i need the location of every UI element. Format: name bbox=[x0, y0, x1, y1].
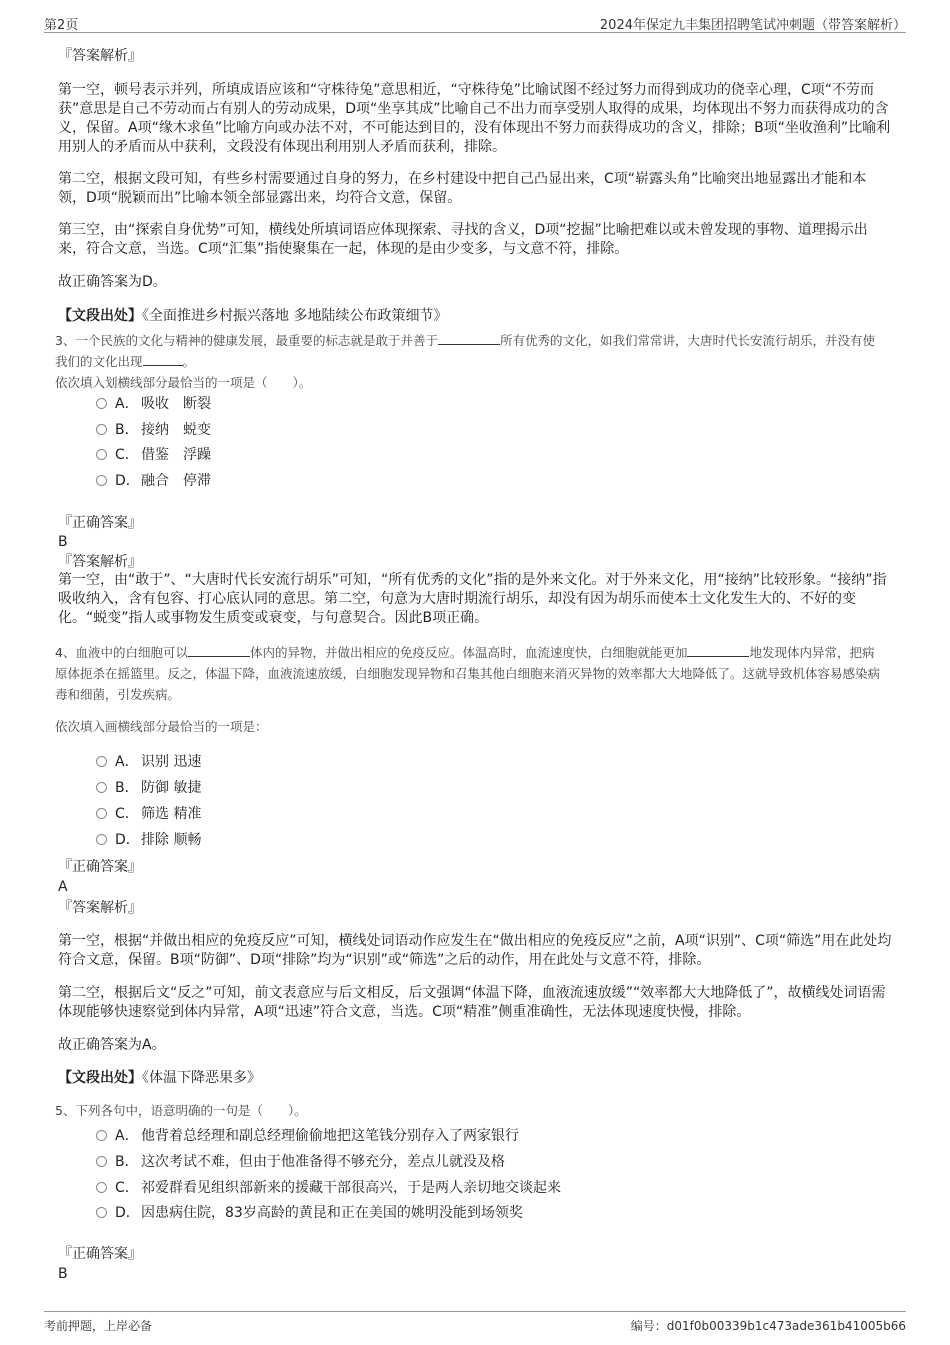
radio-icon[interactable] bbox=[96, 782, 107, 793]
option-text: 识别 迅速 bbox=[141, 754, 202, 770]
radio-icon[interactable] bbox=[96, 449, 107, 460]
q4-analysis-tag: 『答案解析』 bbox=[58, 900, 142, 916]
q5-option-a[interactable] bbox=[96, 1126, 519, 1146]
radio-icon[interactable] bbox=[96, 834, 107, 845]
option-key: D． bbox=[115, 473, 140, 489]
footer-slogan: 考前押题，上岸必备 bbox=[44, 1319, 153, 1333]
q3-stem bbox=[55, 330, 885, 372]
option-text: 吸收 断裂 bbox=[141, 396, 211, 412]
radio-icon[interactable] bbox=[96, 808, 107, 819]
q4-analysis-para2: 第二空，根据后文“反之”可知，前文表意应与后文相反，后文强调“体温下降，血液流速放缓”“效率都大大地降低了”，故横线处词语需体现能够快速察觉到体内异常，A项“迅速”符合文意，当选。C项“精准”侧重准确性，无法体现速度快慢，排除。 bbox=[58, 985, 886, 1020]
option-key: B． bbox=[115, 422, 139, 438]
q3-instruction: 依次填入划横线部分最恰当的一项是（ ）。 bbox=[55, 375, 312, 390]
option-text: 借鉴 浮躁 bbox=[141, 447, 211, 463]
q2-analysis-para2: 第二空，根据文段可知，有些乡村需要通过自身的努力，在乡村建设中把自己凸显出来，C项“崭露头角”比喻突出地显露出才能和本领，D项“脱颖而出”比喻本领全部显露出来，均符合文意，保留。 bbox=[58, 171, 867, 206]
q4-answer-tag: 『正确答案』 bbox=[58, 859, 142, 875]
q4-source-tag: 【文段出处】 bbox=[58, 1070, 142, 1086]
q3-analysis: 第一空，由“敢于”、“大唐时代长安流行胡乐”可知，“所有优秀的文化”指的是外来文化。对于外来文化，用“接纳”比较形象。“接纳”指吸收纳入，含有包容、打心底认同的意思。第二空，句意为大唐时期流行胡乐，却没有因为胡乐而使本土文化发生大的、不好的变化。“蜕变”指人或事物发生质变或衰变，与句意契合。因此B项正确。 bbox=[58, 572, 887, 626]
option-text: 接纳 蜕变 bbox=[141, 422, 211, 438]
q5-answer: B bbox=[58, 1266, 68, 1282]
option-text: 融合 停滞 bbox=[141, 473, 211, 489]
q4-stem bbox=[55, 642, 885, 705]
option-key: A． bbox=[115, 1128, 139, 1144]
option-text: 他背着总经理和副总经理偷偷地把这笔钱分别存入了两家银行 bbox=[141, 1128, 519, 1144]
option-key: A． bbox=[115, 396, 139, 412]
q4-stem-part2: 体内的异物，并做出相应的免疫反应。体温高时，血流速度快，白细胞就能更加 bbox=[249, 645, 688, 660]
q4-blank-1 bbox=[188, 643, 250, 657]
radio-icon[interactable] bbox=[96, 1207, 107, 1218]
page-header bbox=[44, 10, 906, 33]
q2-source bbox=[58, 307, 892, 326]
option-key: C． bbox=[115, 806, 139, 822]
q4-stem-part1: 4、血液中的白细胞可以 bbox=[55, 645, 188, 660]
q3-blank-1 bbox=[438, 331, 500, 345]
q3-option-b[interactable] bbox=[96, 420, 211, 440]
q4-analysis-para1: 第一空，根据“并做出相应的免疫反应”可知，横线处词语动作应发生在“做出相应的免疫反应”之前，A项“识别”、C项“筛选”用在此处均符合文意，保留。B项“防御”、D项“排除”均为“识别”或“筛选”之后的动作，用在此处与文意不符，排除。 bbox=[58, 933, 892, 968]
q3-stem-part3: 。 bbox=[182, 354, 196, 369]
q4-conclusion: 故正确答案为A。 bbox=[58, 1037, 166, 1053]
radio-icon[interactable] bbox=[96, 1182, 107, 1193]
option-text: 祁爱群看见组织部新来的援藏干部很高兴，于是两人亲切地交谈起来 bbox=[141, 1180, 561, 1196]
page-number: 第2页 bbox=[44, 18, 79, 33]
q4-option-b[interactable] bbox=[96, 778, 201, 798]
q2-analysis-tag: 『答案解析』 bbox=[58, 48, 142, 64]
q3-option-d[interactable] bbox=[96, 471, 211, 491]
option-text: 因患病住院，83岁高龄的黄昆和正在美国的姚明没能到场领奖 bbox=[141, 1205, 523, 1221]
q3-answer-tag: 『正确答案』 bbox=[58, 515, 142, 531]
option-text: 防御 敏捷 bbox=[141, 780, 202, 796]
q3-option-c[interactable] bbox=[96, 445, 211, 465]
q3-answer: B bbox=[58, 534, 68, 550]
radio-icon[interactable] bbox=[96, 398, 107, 409]
q4-source-text: 《体温下降恶果多》 bbox=[142, 1070, 261, 1086]
q4-blank-2 bbox=[687, 643, 749, 657]
q4-source bbox=[58, 1069, 892, 1088]
option-text: 这次考试不难，但由于他准备得不够充分，差点儿就没及格 bbox=[141, 1154, 505, 1170]
q5-option-d[interactable] bbox=[96, 1203, 523, 1223]
q5-option-b[interactable] bbox=[96, 1152, 505, 1172]
option-key: A． bbox=[115, 754, 139, 770]
document-title: 2024年保定九丰集团招聘笔试冲刺题（带答案解析） bbox=[599, 18, 906, 33]
option-key: B． bbox=[115, 1154, 139, 1170]
q2-conclusion: 故正确答案为D。 bbox=[58, 274, 167, 290]
document-code bbox=[631, 1317, 906, 1334]
option-key: C． bbox=[115, 447, 139, 463]
q3-analysis-tag: 『答案解析』 bbox=[58, 554, 142, 570]
q4-option-a[interactable] bbox=[96, 752, 201, 772]
option-text: 筛选 精准 bbox=[141, 806, 202, 822]
q4-stem-part3: 地发现体内异常，把病原体扼杀在摇篮里。反之，体温下降，血液流速放缓，白细胞发现异物和召集其他白细胞来消灭异物的效率都大大地降低了。这就导致机体容易感染病毒和细菌，引发疾病。 bbox=[55, 645, 881, 702]
q3-blank-2 bbox=[143, 352, 183, 366]
radio-icon[interactable] bbox=[96, 475, 107, 486]
radio-icon[interactable] bbox=[96, 1130, 107, 1141]
radio-icon[interactable] bbox=[96, 756, 107, 767]
q4-instruction: 依次填入画横线部分最恰当的一项是： bbox=[55, 719, 268, 734]
option-key: D． bbox=[115, 832, 140, 848]
option-key: C． bbox=[115, 1180, 139, 1196]
q3-option-a[interactable] bbox=[96, 394, 211, 414]
q3-stem-part2: 所有优秀的文化，如我们常常讲，大唐时代长安流行胡乐，并没有使我们的文化出现 bbox=[55, 333, 875, 369]
q2-source-text: 《全面推进乡村振兴落地 多地陆续公布政策细节》 bbox=[142, 308, 448, 324]
q5-answer-tag: 『正确答案』 bbox=[58, 1246, 142, 1262]
radio-icon[interactable] bbox=[96, 1156, 107, 1167]
q5-stem: 5、下列各句中，语意明确的一句是（ ）。 bbox=[55, 1103, 307, 1118]
option-key: D． bbox=[115, 1205, 140, 1221]
q4-answer: A bbox=[58, 879, 68, 895]
q5-option-c[interactable] bbox=[96, 1178, 561, 1198]
option-text: 排除 顺畅 bbox=[141, 832, 202, 848]
code-label: 编号： bbox=[630, 1319, 667, 1333]
page-footer bbox=[44, 1311, 906, 1336]
q2-analysis-para1: 第一空，顿号表示并列，所填成语应该和“守株待兔”意思相近，“守株待兔”比喻试图不经过努力而得到成功的侥幸心理，C项“不劳而获”意思是自己不劳动而占有别人的劳动成果，D项“坐享其成”比喻自己不出力而享受别人取得的成果，均体现出不努力而获得成功的含义，保留。A项“缘木求鱼”比喻方向或办法不对，不可能达到目的，没有体现出不努力而获得成功的含义，排除；B项“坐收渔利”比喻利用别人的矛盾而从中获利，文段没有体现出利用别人矛盾而获利，排除。 bbox=[58, 82, 891, 155]
code-value: d01f0b00339b1c473ade361b41005b66 bbox=[666, 1319, 906, 1333]
q4-option-d[interactable] bbox=[96, 830, 201, 850]
radio-icon[interactable] bbox=[96, 424, 107, 435]
q2-analysis-para3: 第三空，由“探索自身优势”可知，横线处所填词语应体现探索、寻找的含义，D项“挖掘”比喻把难以或未曾发现的事物、道理揭示出来，符合文意，当选。C项“汇集”指使聚集在一起，体现的是由少变多，与文意不符，排除。 bbox=[58, 222, 868, 257]
q2-source-tag: 【文段出处】 bbox=[58, 308, 142, 324]
q4-option-c[interactable] bbox=[96, 804, 201, 824]
option-key: B． bbox=[115, 780, 139, 796]
q3-stem-part1: 3、一个民族的文化与精神的健康发展，最重要的标志就是敢于并善于 bbox=[55, 333, 438, 348]
